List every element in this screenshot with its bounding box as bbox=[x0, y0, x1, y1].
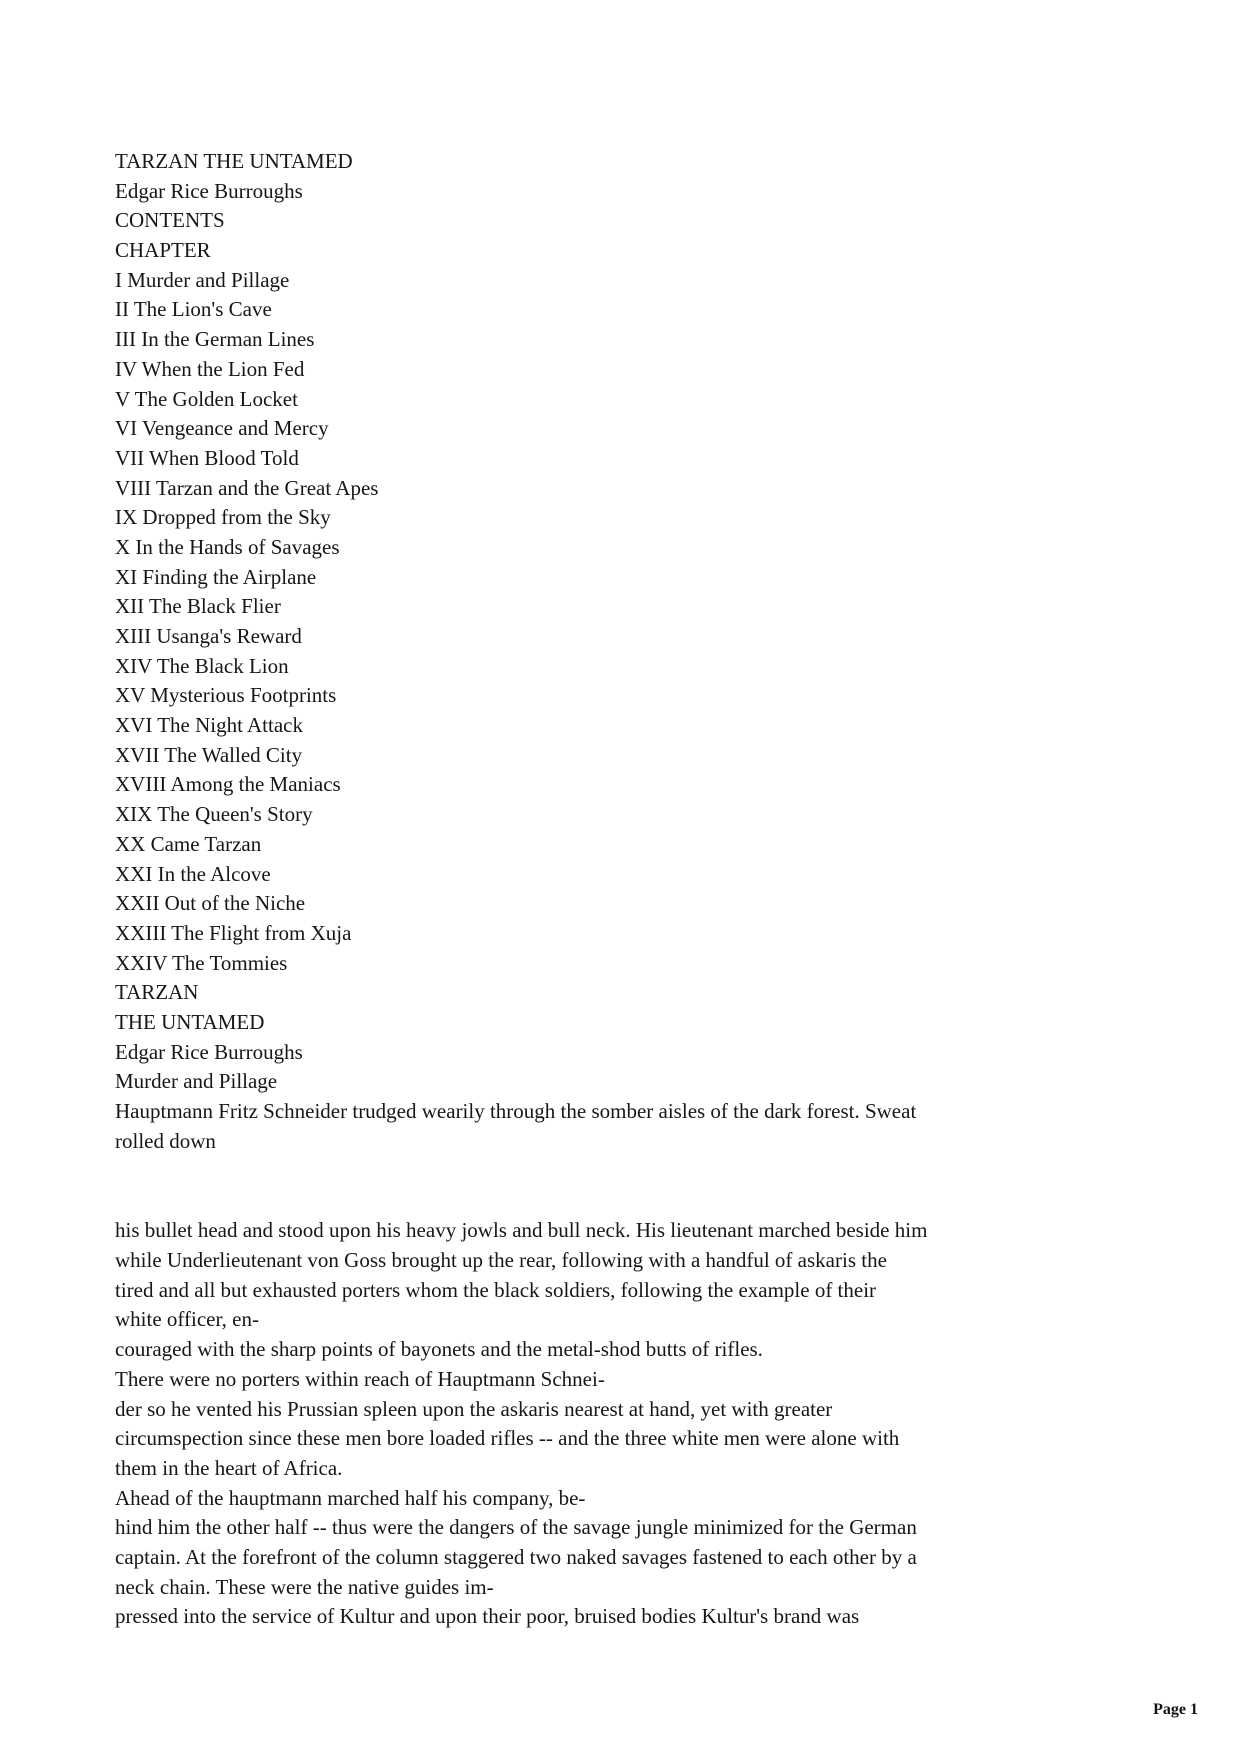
book-author: Edgar Rice Burroughs bbox=[115, 178, 303, 203]
opening-paragraph bbox=[115, 1097, 1130, 1156]
text-line: while Underlieutenant von Goss brought up the rear, following with a handful of askaris the bbox=[115, 1248, 887, 1273]
toc-entry: XIII Usanga's Reward bbox=[115, 624, 302, 648]
text-line: captain. At the forefront of the column staggered two naked savages fastened to each other by a bbox=[115, 1544, 917, 1569]
contents-heading: CONTENTS bbox=[115, 208, 225, 233]
toc-entry: XII The Black Flier bbox=[115, 594, 281, 619]
toc-entry: XXI In the Alcove bbox=[115, 861, 271, 886]
toc-entry: XIV The Black Lion bbox=[115, 653, 289, 678]
body-paragraphs bbox=[115, 1216, 1130, 1632]
toc-entry: VIII Tarzan and the Great Apes bbox=[115, 475, 379, 500]
toc-entry: XV Mysterious Footprints bbox=[115, 683, 337, 708]
toc-entry: XI Finding the Airplane bbox=[115, 564, 317, 589]
text-line: them in the heart of Africa. bbox=[115, 1455, 343, 1480]
toc-entry: IX Dropped from the Sky bbox=[115, 505, 331, 530]
chapter-title: Murder and Pillage bbox=[115, 1069, 278, 1094]
toc-entry: VI Vengeance and Mercy bbox=[115, 416, 329, 441]
text-line: There were no porters within reach of Hauptmann Schnei- bbox=[115, 1366, 605, 1391]
text-line: white officer, en- bbox=[115, 1307, 259, 1332]
section-title-line-2: THE UNTAMED bbox=[115, 1009, 265, 1034]
toc-entry: IV When the Lion Fed bbox=[115, 356, 305, 381]
toc-entry: X In the Hands of Savages bbox=[115, 534, 340, 559]
section-author: Edgar Rice Burroughs bbox=[115, 1039, 303, 1064]
book-title: TARZAN THE UNTAMED bbox=[115, 149, 353, 173]
toc-entry: I Murder and Pillage bbox=[115, 267, 290, 292]
toc-entry: XX Came Tarzan bbox=[115, 831, 262, 856]
toc-entry: XVII The Walled City bbox=[115, 742, 303, 767]
toc-entry: XXII Out of the Niche bbox=[115, 891, 306, 916]
chapter-heading: CHAPTER bbox=[115, 238, 211, 263]
text-line: his bullet head and stood upon his heavy jowls and bull neck. His lieutenant marched beside him bbox=[115, 1218, 928, 1243]
text-line: circumspection since these men bore loaded rifles -- and the three white men were alone with bbox=[115, 1426, 900, 1451]
toc-list bbox=[115, 266, 1130, 979]
text-line: couraged with the sharp points of bayonets and the metal-shod butts of rifles. bbox=[115, 1337, 763, 1362]
toc-entry: XVI The Night Attack bbox=[115, 713, 303, 738]
section-title-line-1: TARZAN bbox=[115, 980, 199, 1005]
toc-entry: XXIII The Flight from Xuja bbox=[115, 920, 352, 945]
text-line: Hauptmann Fritz Schneider trudged wearily through the somber aisles of the dark forest. Sweat bbox=[115, 1099, 917, 1123]
text-line: tired and all but exhausted porters whom the black soldiers, following the example of their bbox=[115, 1277, 877, 1302]
text-line: neck chain. These were the native guides im- bbox=[115, 1574, 494, 1599]
toc-entry: III In the German Lines bbox=[115, 327, 315, 352]
text-line: rolled down bbox=[115, 1128, 216, 1153]
text-line: der so he vented his Prussian spleen upon the askaris nearest at hand, yet with greater bbox=[115, 1396, 833, 1421]
text-line: hind him the other half -- thus were the dangers of the savage jungle minimized for the German bbox=[115, 1515, 917, 1540]
toc-entry: XIX The Queen's Story bbox=[115, 802, 313, 827]
toc-entry: XXIV The Tommies bbox=[115, 950, 288, 975]
text-line: Ahead of the hauptmann marched half his company, be- bbox=[115, 1485, 586, 1510]
page-break-gap bbox=[115, 1156, 1130, 1216]
toc-entry: XVIII Among the Maniacs bbox=[115, 772, 341, 797]
toc-entry: V The Golden Locket bbox=[115, 386, 298, 411]
toc-entry: VII When Blood Told bbox=[115, 445, 299, 470]
text-line: pressed into the service of Kultur and upon their poor, bruised bodies Kultur's brand was bbox=[115, 1604, 860, 1629]
page-text bbox=[115, 147, 1130, 1632]
toc-entry: II The Lion's Cave bbox=[115, 297, 272, 322]
page-number: Page 1 bbox=[1153, 1701, 1198, 1718]
